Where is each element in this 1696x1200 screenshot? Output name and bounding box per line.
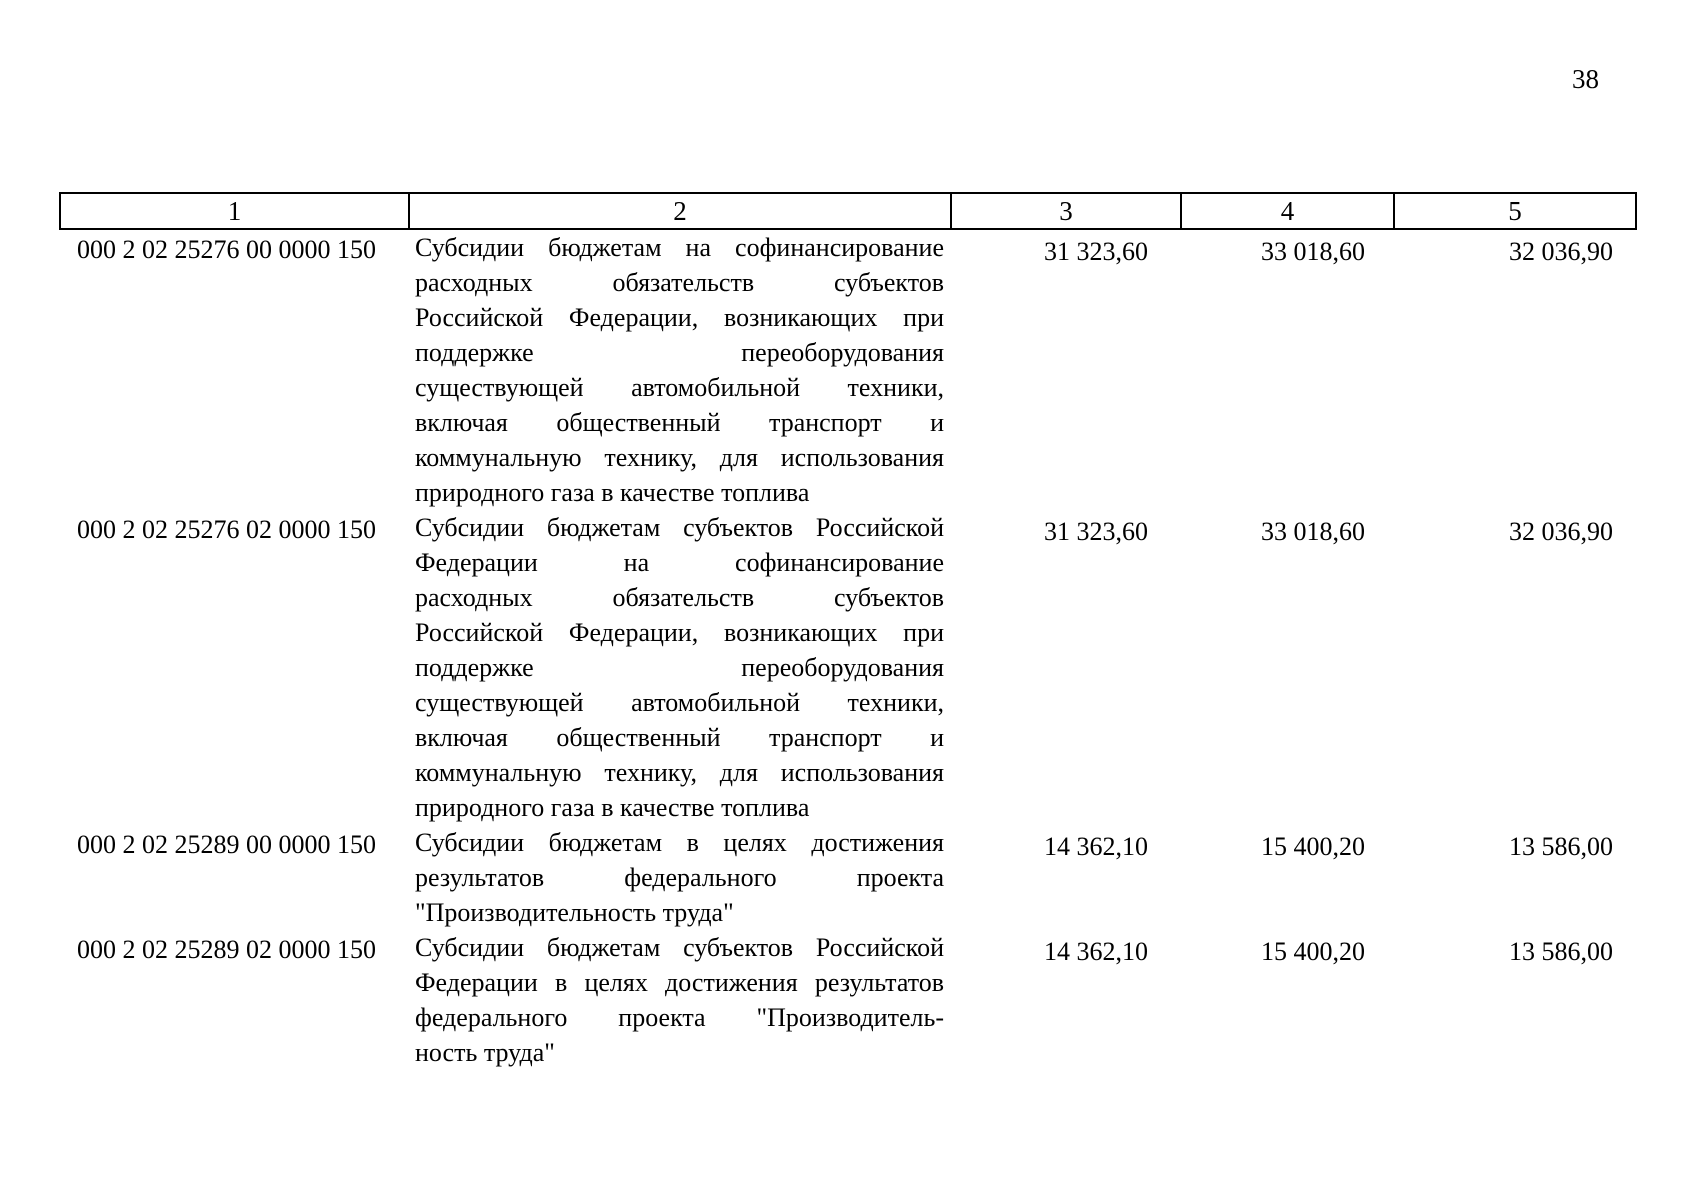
description-line: Российской Федерации, возникающих при bbox=[415, 618, 944, 647]
value-col4: 33 018,60 bbox=[1261, 237, 1365, 266]
description-line: существующей автомобильной техники, bbox=[415, 373, 944, 402]
description-line: Субсидии бюджетам субъектов Российской bbox=[415, 513, 944, 542]
description-line: поддержке переоборудования bbox=[415, 653, 944, 682]
value-col3: 31 323,60 bbox=[1044, 517, 1148, 546]
description-line: федерального проекта "Производитель- bbox=[415, 1003, 944, 1032]
description-line: "Производительность труда" bbox=[415, 898, 734, 927]
table-row bbox=[59, 930, 1637, 1070]
column-header-3: 3 bbox=[952, 192, 1182, 230]
row-description bbox=[410, 510, 952, 825]
description-line: включая общественный транспорт и bbox=[415, 408, 944, 437]
value-col3: 31 323,60 bbox=[1044, 237, 1148, 266]
value-col4: 15 400,20 bbox=[1261, 937, 1365, 966]
value-col5: 32 036,90 bbox=[1509, 517, 1613, 546]
value-col5: 32 036,90 bbox=[1509, 237, 1613, 266]
column-header-5: 5 bbox=[1395, 192, 1637, 230]
description-line: результатов федерального проекта bbox=[415, 863, 944, 892]
description-line: поддержке переоборудования bbox=[415, 338, 944, 367]
budget-code: 000 2 02 25276 02 0000 150 bbox=[77, 515, 376, 544]
description-line: Субсидии бюджетам субъектов Российской bbox=[415, 933, 944, 962]
value-col3: 14 362,10 bbox=[1044, 937, 1148, 966]
table-row bbox=[59, 510, 1637, 825]
column-header-1: 1 bbox=[59, 192, 410, 230]
description-line: Российской Федерации, возникающих при bbox=[415, 303, 944, 332]
description-line: природного газа в качестве топлива bbox=[415, 478, 810, 507]
table-row bbox=[59, 825, 1637, 930]
budget-code: 000 2 02 25289 02 0000 150 bbox=[77, 935, 376, 964]
budget-code: 000 2 02 25276 00 0000 150 bbox=[77, 235, 376, 264]
column-header-2: 2 bbox=[410, 192, 952, 230]
column-header-4: 4 bbox=[1182, 192, 1395, 230]
row-description bbox=[410, 230, 952, 510]
budget-table bbox=[59, 192, 1637, 1070]
value-col4: 15 400,20 bbox=[1261, 832, 1365, 861]
row-description bbox=[410, 930, 952, 1070]
description-line: существующей автомобильной техники, bbox=[415, 688, 944, 717]
budget-code: 000 2 02 25289 00 0000 150 bbox=[77, 830, 376, 859]
value-col4: 33 018,60 bbox=[1261, 517, 1365, 546]
description-line: коммунальную технику, для использования bbox=[415, 443, 944, 472]
description-line: природного газа в качестве топлива bbox=[415, 793, 810, 822]
description-line: коммунальную технику, для использования bbox=[415, 758, 944, 787]
description-line: ность труда" bbox=[415, 1038, 555, 1067]
description-line: Субсидии бюджетам в целях достижения bbox=[415, 828, 944, 857]
description-line: Федерации в целях достижения результатов bbox=[415, 968, 944, 997]
value-col5: 13 586,00 bbox=[1509, 937, 1613, 966]
description-line: Федерации на софинансирование bbox=[415, 548, 944, 577]
table-row bbox=[59, 230, 1637, 510]
description-line: Субсидии бюджетам на софинансирование bbox=[415, 233, 944, 262]
description-line: расходных обязательств субъектов bbox=[415, 268, 944, 297]
value-col3: 14 362,10 bbox=[1044, 832, 1148, 861]
value-col5: 13 586,00 bbox=[1509, 832, 1613, 861]
table-header-row bbox=[59, 192, 1637, 230]
description-line: расходных обязательств субъектов bbox=[415, 583, 944, 612]
page-number: 38 bbox=[1572, 64, 1599, 94]
description-line: включая общественный транспорт и bbox=[415, 723, 944, 752]
row-description bbox=[410, 825, 952, 930]
